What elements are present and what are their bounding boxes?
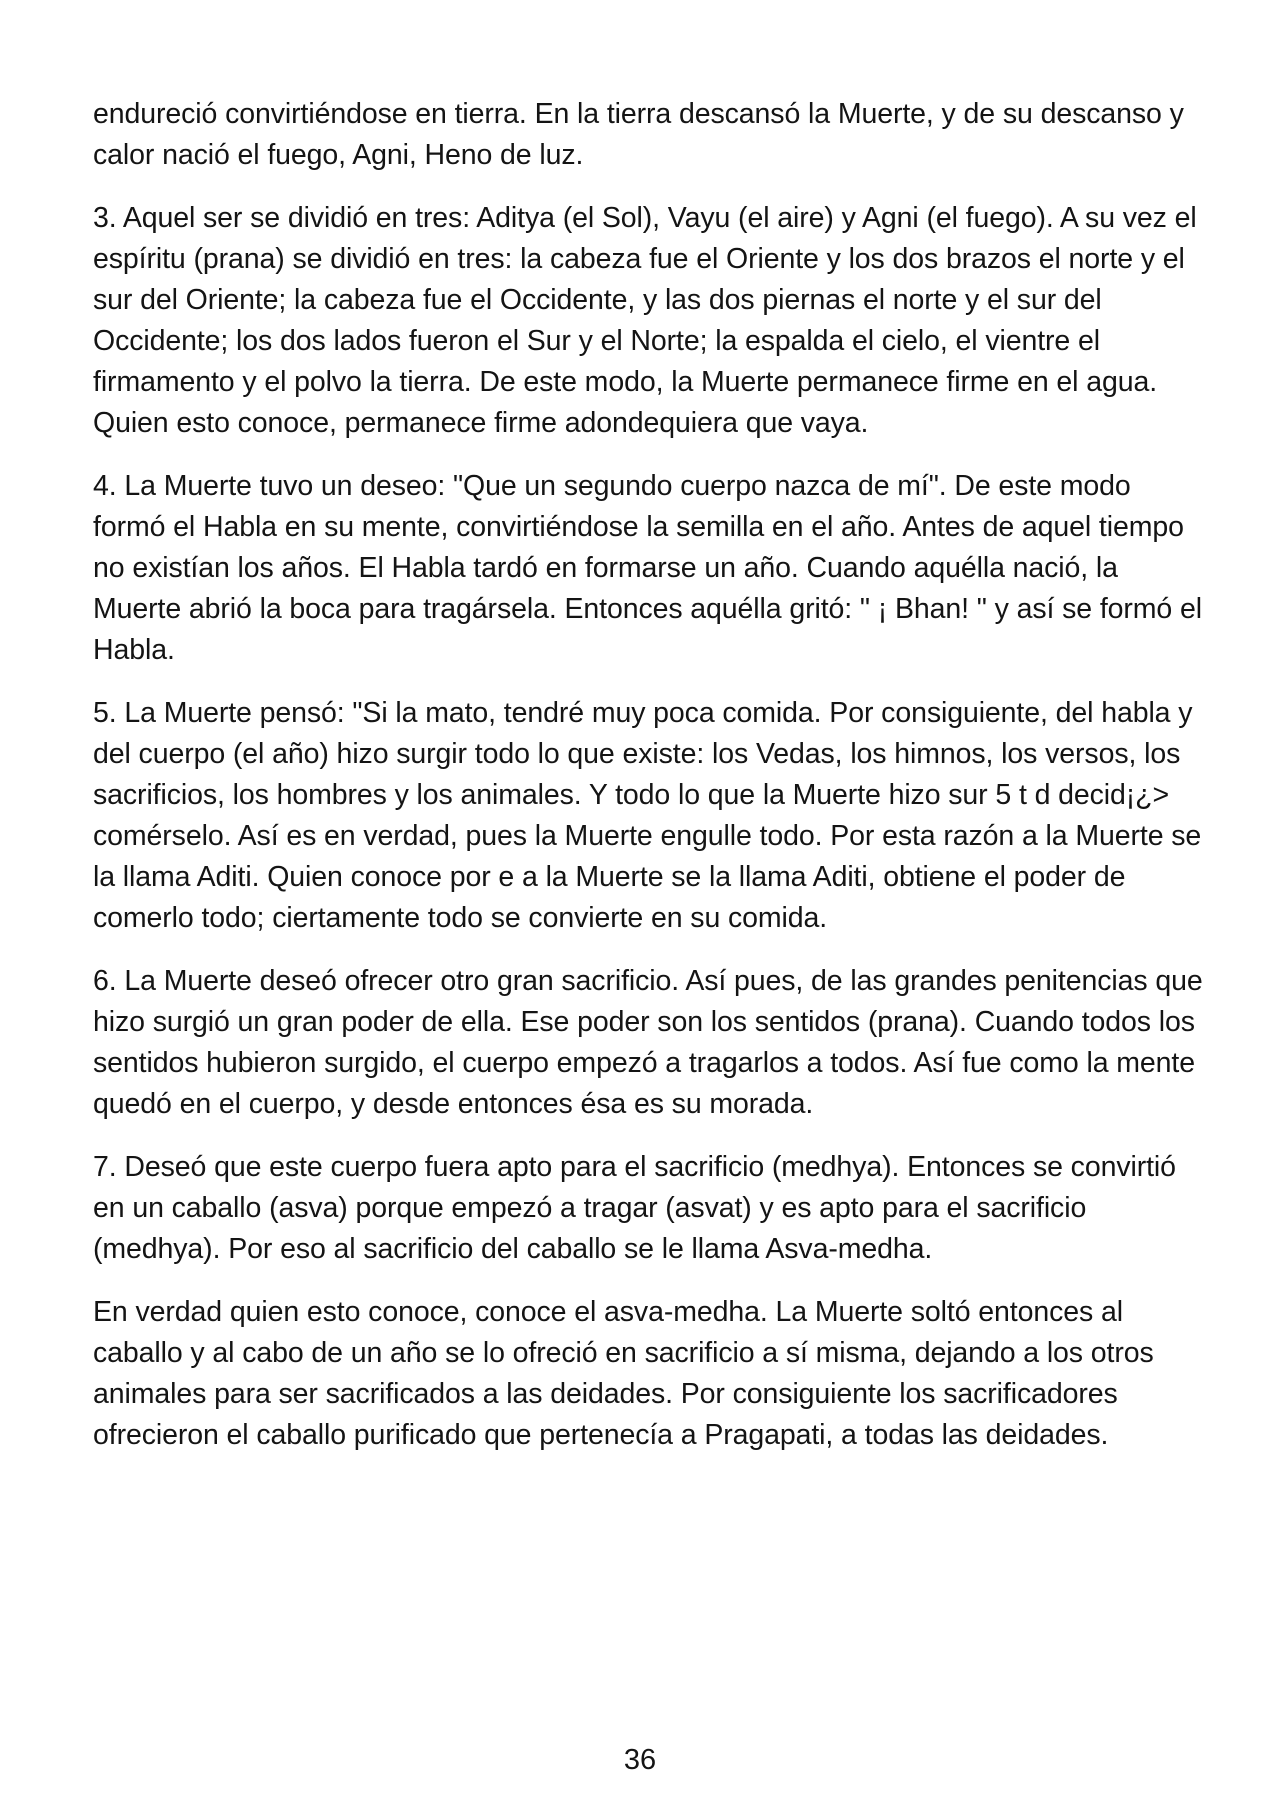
page-number: 36	[623, 1744, 657, 1776]
paragraph-6: 7. Deseó que este cuerpo fuera apto para el sacrificio (medhya). Entonces se convirtió en un caballo (asva) porque empezó a tragar (asvat) y es apto para el sacrificio (medhya). Por eso al sacrificio del caballo se le llama Asva-medha.	[93, 1151, 1176, 1265]
paragraph-3: 4. La Muerte tuvo un deseo: "Que un segundo cuerpo nazca de mí". De este modo formó el Habla en su mente, convirtiéndose la semilla en el año. Antes de aquel tiempo no existían los años. El Habla tardó en formarse un año. Cuando aquélla nació, la Muerte abrió la boca para tragársela. Entonces aquélla gritó: " ¡ Bhan! " y así se formó el Habla.	[93, 470, 1202, 666]
paragraph-4: 5. La Muerte pensó: "Si la mato, tendré muy poca comida. Por consiguiente, del habla y del cuerpo (el año) hizo surgir todo lo que existe: los Vedas, los himnos, los versos, los sacrificios, los hombres y los animales. Y todo lo que la Muerte hizo sur 5 t d decid¡¿> comérselo. Así es en verdad, pues la Muerte engulle todo. Por esta razón a la Muerte se la llama Aditi. Quien conoce por e a la Muerte se la llama Aditi, obtiene el poder de comerlo todo; ciertamente todo se convierte en su comida.	[93, 697, 1202, 934]
paragraph-7: En verdad quien esto conoce, conoce el asva-medha. La Muerte soltó entonces al caballo y al cabo de un año se lo ofreció en sacrificio a sí misma, dejando a los otros animales para ser sacrificados a las deidades. Por consiguiente los sacrificadores ofrecieron el caballo purificado que pertenecía a Pragapati, a todas las deidades.	[93, 1296, 1154, 1451]
paragraph-2: 3. Aquel ser se dividió en tres: Aditya (el Sol), Vayu (el aire) y Agni (el fuego). A su vez el espíritu (prana) se dividió en tres: la cabeza fue el Oriente y los dos brazos el norte y el sur del Oriente; la cabeza fue el Occidente, y las dos piernas el norte y el sur del Occidente; los dos lados fueron el Sur y el Norte; la espalda el cielo, el vientre el firmamento y el polvo la tierra. De este modo, la Muerte permanece firme en el agua. Quien esto conoce, permanece firme adondequiera que vaya.	[93, 202, 1197, 439]
paragraph-5: 6. La Muerte deseó ofrecer otro gran sacrificio. Así pues, de las grandes penitencias que hizo surgió un gran poder de ella. Ese poder son los sentidos (prana). Cuando todos los sentidos hubieron surgido, el cuerpo empezó a tragarlos a todos. Así fue como la mente quedó en el cuerpo, y desde entonces ésa es su morada.	[93, 965, 1203, 1120]
paragraph-1: endureció convirtiéndose en tierra. En la tierra descansó la Muerte, y de su descanso y calor nació el fuego, Agni, Heno de luz.	[93, 98, 1184, 171]
body-text	[93, 94, 1205, 1478]
